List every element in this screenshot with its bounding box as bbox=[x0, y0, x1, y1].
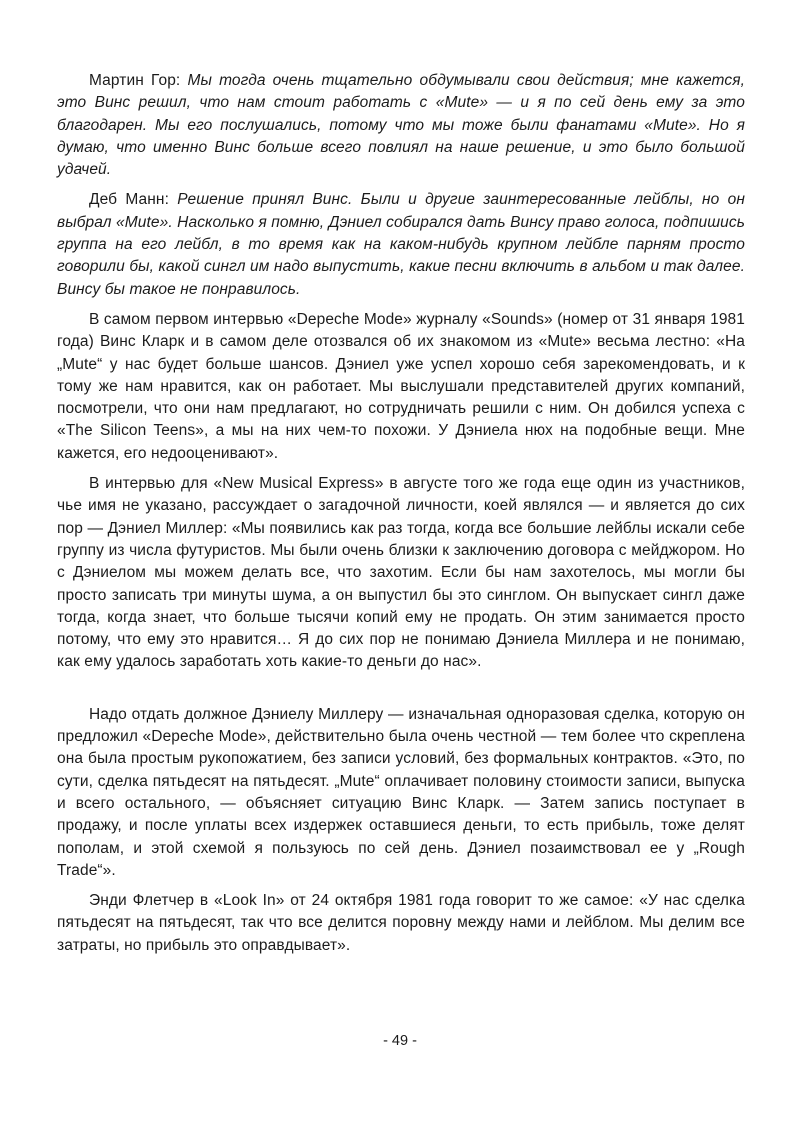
speaker-name: Деб Манн: bbox=[89, 191, 178, 209]
paragraph-deb-mann-quote bbox=[57, 189, 745, 300]
paragraph-text: Надо отдать должное Дэниелу Миллеру — изначальная одноразовая сделка, которую он предложил «Depeche Mode», действительно была очень честной — тем более что скреплена она была простым рукопожатием, без записи условий, без формальных контрактов. «Это, по сути, сделка пятьдесят на пятьдесят. „Mute“ оплачивает половину стоимости записи, выпуска и всего остального, — объясняет ситуацию Винс Кларк. — Затем запись поступает в продажу, и после уплаты всех издержек оставшиеся деньги, то есть прибыль, тоже делят пополам, и этой схемой я пользуюсь по сей день. Дэниел позаимствовал ее у „Rough Trade“». bbox=[57, 705, 745, 879]
quote-text: Мы тогда очень тщательно обдумывали свои действия; мне кажется, это Винс решил, что нам стоит работать с «Mute» — и я по сей день ему за это благодарен. Мы его послушались, потому что мы тоже были фанатами «Mute». Но я думаю, что именно Винс больше всего повлиял на наше решение, и это было большой удачей. bbox=[57, 72, 745, 179]
paragraph-nme-interview bbox=[57, 473, 745, 674]
paragraph-martin-gore-quote bbox=[57, 70, 745, 181]
quote-text: Решение принял Винс. Были и другие заинтересованные лейблы, но он выбрал «Mute». Насколько я помню, Дэниел собирался дать Винсу право голоса, подпишись группа на его лейбл, в то время как на каком-нибудь крупном лейбле парням просто говорили бы, какой сингл им надо выпустить, какие песни включить в альбом и так далее. Винсу бы такое не понравилось. bbox=[57, 191, 745, 298]
speaker-name: Мартин Гор: bbox=[89, 72, 188, 89]
paragraph-text: В самом первом интервью «Depeche Mode» журналу «Sounds» (номер от 31 января 1981 года) Винс Кларк и в самом деле отозвался об их знакомом из «Mute» весьма лестно: «На „Mute“ у нас будет больше шансов. Дэниел уже успел хорошо себя зарекомендовать, и к тому же нам нравится, как он работает. Мы выслушали представителей других компаний, посмотрели, что они нам предлагают, но сотрудничать решили с ним. Он добился успеха с «The Silicon Teens», а мы на них чем-то похожи. У Дэниела нюх на подобные вещи. Мне кажется, его недооценивают». bbox=[57, 310, 745, 462]
paragraph-andy-fletcher-quote bbox=[57, 890, 745, 957]
paragraph-sounds-interview bbox=[57, 309, 745, 465]
paragraph-text: В интервью для «New Musical Express» в августе того же года еще один из участников, чье имя не указано, рассуждает о загадочной личности, коей являлся — и является до сих пор — Дэниел Миллер: «Мы появились как раз тогда, когда все большие лейблы искали себе группу из числа футуристов. Мы были очень близки к заключению договора с мейджором. Но с Дэниелом мы можем делать все, что захотим. Если бы нам захотелось, мы могли бы просто записать три минуты шума, а он выпустил бы это синглом. Он выпускает сингл даже тогда, когда знает, что больше тысячи копий ему не продать. Он этим занимается просто потому, что ему это нравится… Я до сих пор не понимаю Дэниела Миллера и не понимаю, как ему удалось заработать хоть какие-то деньги до нас». bbox=[57, 475, 745, 671]
paragraph-daniel-miller-deal bbox=[57, 704, 745, 882]
paragraph-text: Энди Флетчер в «Look In» от 24 октября 1981 года говорит то же самое: «У нас сделка пятьдесят на пятьдесят, так что все делится поровну между нами и лейблом. Мы делим все затраты, но прибыль это оправдывает». bbox=[57, 892, 745, 954]
text-block bbox=[57, 70, 745, 965]
page-number: - 49 - bbox=[383, 1033, 417, 1049]
